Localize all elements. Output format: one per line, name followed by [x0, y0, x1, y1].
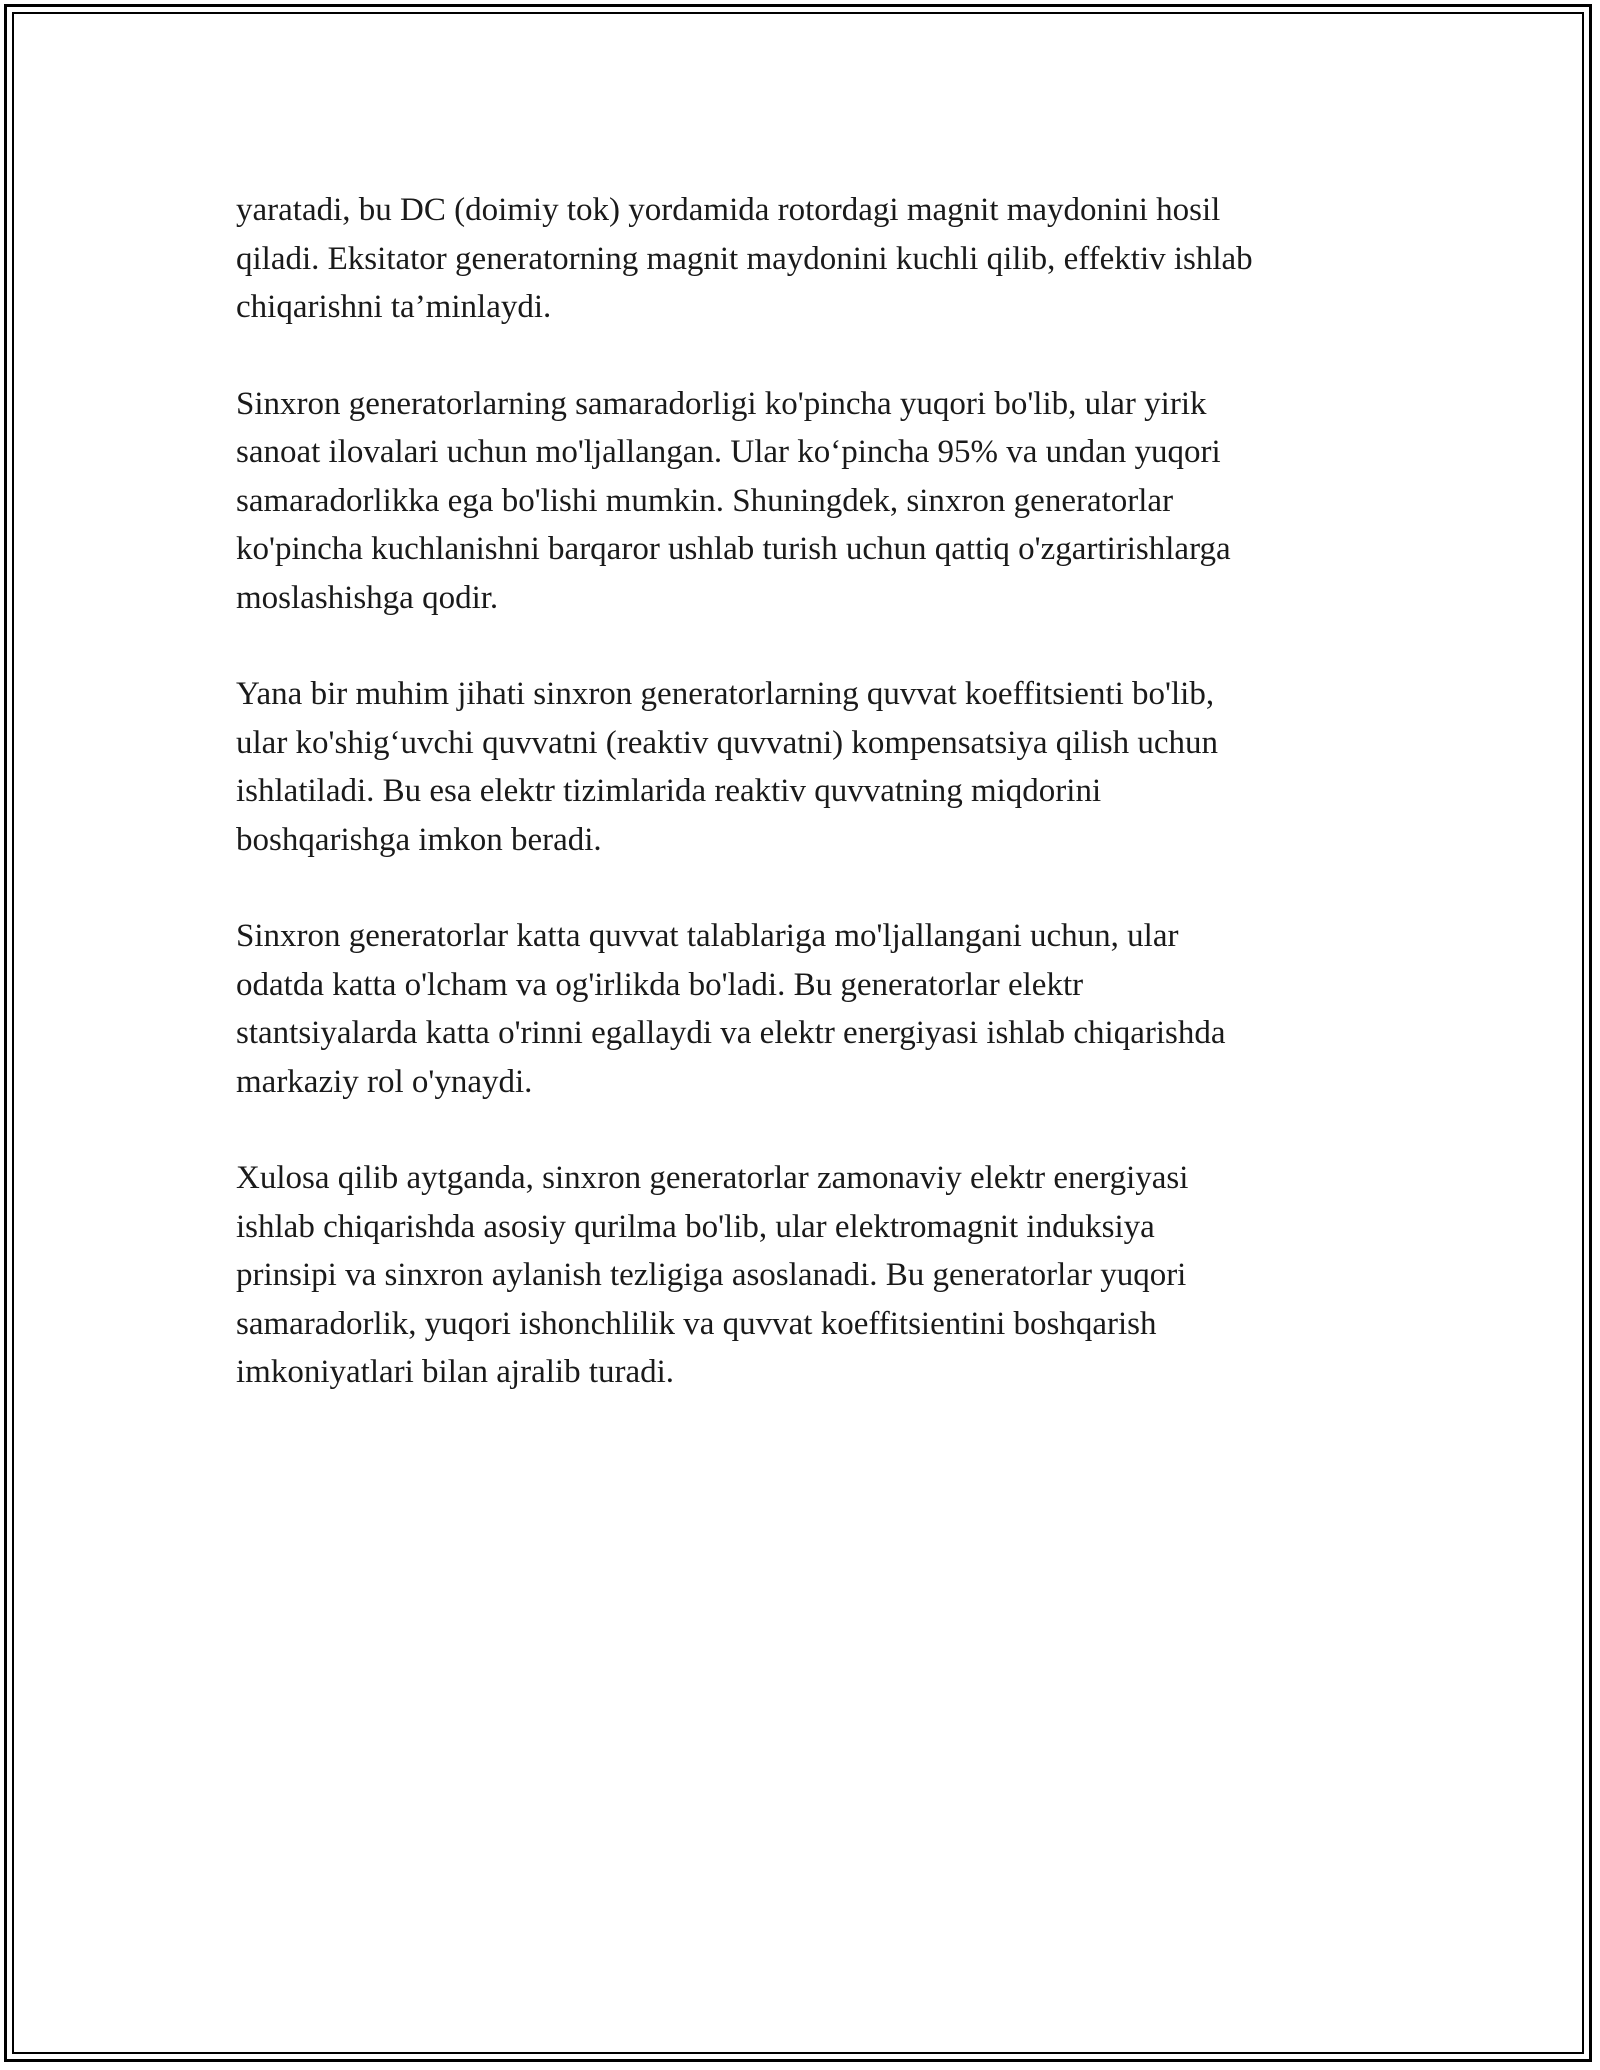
- text-line: Sinxron generatorlar katta quvvat talablariga mo'ljallangani uchun, ular: [236, 918, 1179, 954]
- text-line: sanoat ilovalari uchun mo'ljallangan. Ular ko‘pincha 95% va undan yuqori: [236, 434, 1221, 470]
- text-line: chiqarishni ta’minlaydi.: [236, 289, 552, 325]
- text-line: Yana bir muhim jihati sinxron generatorlarning quvvat koeffitsienti bo'lib,: [236, 676, 1215, 712]
- text-line: ishlatiladi. Bu esa elektr tizimlarida reaktiv quvvatning miqdorini: [236, 773, 1102, 809]
- text-line: stantsiyalarda katta o'rinni egallaydi va elektr energiyasi ishlab chiqarishda: [236, 1015, 1226, 1051]
- text-line: ular ko'shig‘uvchi quvvatni (reaktiv quvvatni) kompensatsiya qilish uchun: [236, 724, 1219, 761]
- text-line: markaziy rol o'ynaydi.: [236, 1063, 533, 1100]
- text-line: Xulosa qilib aytganda, sinxron generatorlar zamonaviy elektr energiyasi: [236, 1160, 1189, 1196]
- text-line: yaratadi, bu DC (doimiy tok) yordamida rotordagi magnit maydonini hosil: [236, 192, 1221, 228]
- text-line: moslashishga qodir.: [236, 579, 499, 616]
- text-line: ishlab chiqarishda asosiy qurilma bo'lib, ular elektromagnit induksiya: [236, 1208, 1155, 1245]
- text-line: qiladi. Eksitator generatorning magnit maydonini kuchli qilib, effektiv ishlab: [236, 240, 1253, 277]
- text-line: samaradorlikka ega bo'lishi mumkin. Shuningdek, sinxron generatorlar: [236, 482, 1174, 519]
- text-line: ko'pincha kuchlanishni barqaror ushlab turish uchun qattiq o'zgartirishlarga: [236, 531, 1231, 567]
- text-line: imkoniyatlari bilan ajralib turadi.: [236, 1354, 675, 1390]
- text-line: prinsipi va sinxron aylanish tezligiga asoslanadi. Bu generatorlar yuqori: [236, 1257, 1187, 1293]
- paragraph-5: [236, 1154, 1376, 1397]
- text-line: boshqarishga imkon beradi.: [236, 821, 602, 858]
- paragraph-4: [236, 912, 1376, 1106]
- text-line: odatda katta o'lcham va og'irlikda bo'ladi. Bu generatorlar elektr: [236, 966, 1084, 1003]
- paragraph-1: [236, 186, 1376, 332]
- page-body: [236, 186, 1376, 1445]
- paragraph-3: [236, 670, 1376, 864]
- text-line: Sinxron generatorlarning samaradorligi ko'pincha yuqori bo'lib, ular yirik: [236, 385, 1207, 422]
- text-line: samaradorlik, yuqori ishonchlilik va quvvat koeffitsientini boshqarish: [236, 1305, 1157, 1342]
- paragraph-2: [236, 380, 1376, 623]
